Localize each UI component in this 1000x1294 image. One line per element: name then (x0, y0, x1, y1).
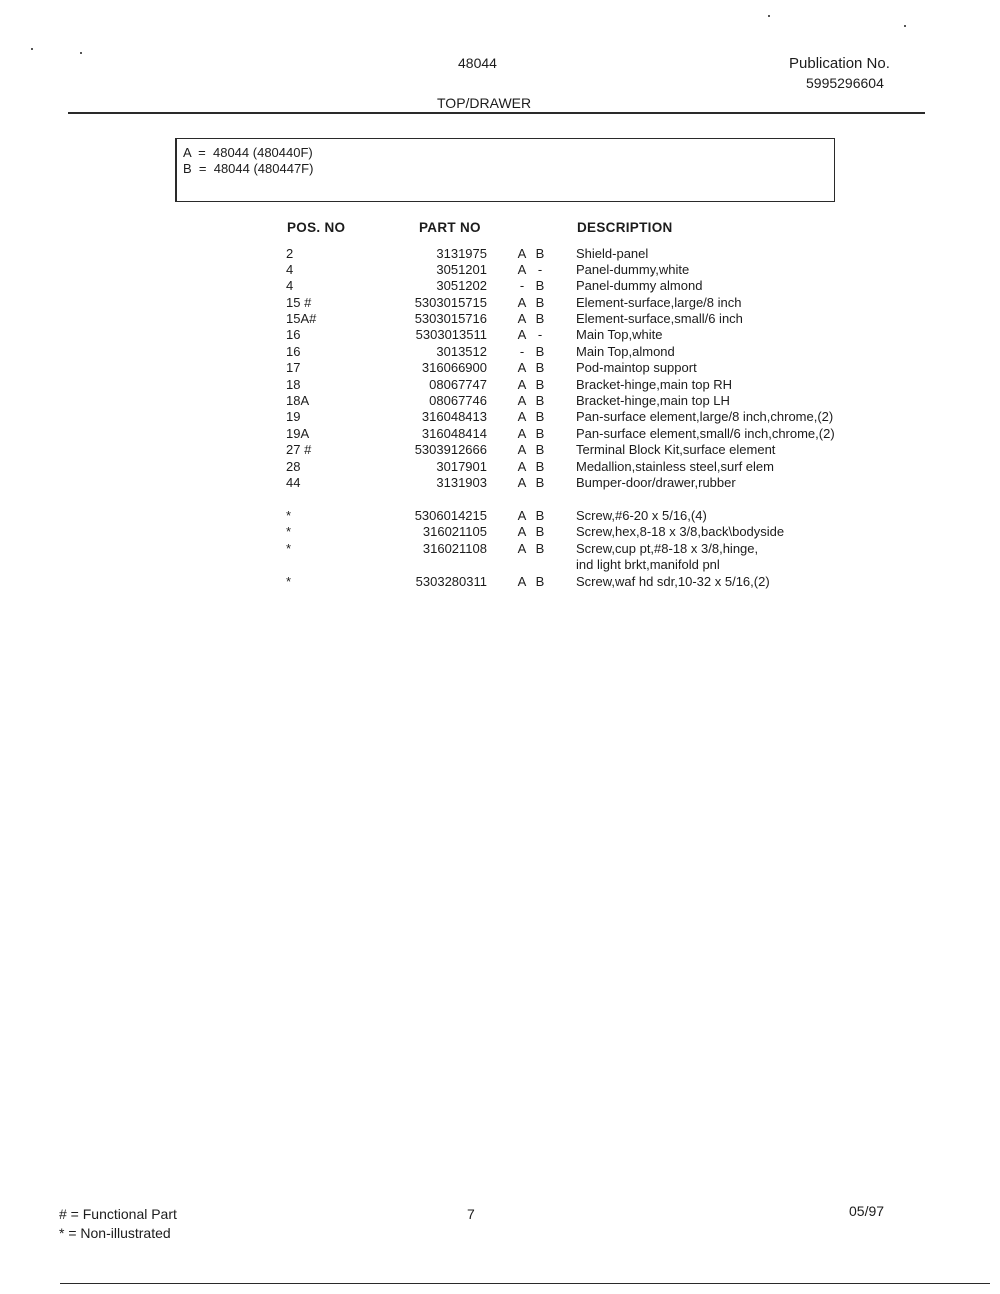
cell-description: Terminal Block Kit,surface element (576, 442, 776, 457)
scan-speck (768, 15, 770, 17)
cell-part-number: 5303912666 (414, 442, 487, 457)
cell-description: Main Top,almond (576, 344, 675, 359)
cell-model-b: B (535, 409, 545, 424)
cell-part-number: 316048414 (421, 426, 487, 441)
cell-pos: 19A (286, 426, 310, 441)
cell-pos: * (286, 541, 292, 556)
cell-part-number: 316048413 (421, 409, 487, 424)
cell-model-a: A (517, 393, 527, 408)
cell-description: Pod-maintop support (576, 360, 697, 375)
table-row (0, 360, 1000, 376)
cell-pos: 15 # (286, 295, 312, 310)
cell-description: Panel-dummy almond (576, 278, 703, 293)
cell-model-a: A (517, 508, 527, 523)
cell-model-b: B (535, 524, 545, 539)
cell-model-b: - (537, 262, 543, 277)
cell-description: Screw,hex,8-18 x 3/8,back\bodyside (576, 524, 785, 539)
cell-description: ind light brkt,manifold pnl (576, 557, 720, 572)
column-header-description: DESCRIPTION (577, 220, 673, 235)
table-row (0, 409, 1000, 425)
note-non-illustrated: * = Non-illustrated (59, 1225, 171, 1241)
table-row (0, 311, 1000, 327)
cell-pos: 2 (286, 246, 294, 261)
cell-pos: 18A (286, 393, 310, 408)
cell-model-a: A (517, 442, 527, 457)
scan-speck (904, 25, 906, 27)
cell-model-a: A (517, 475, 527, 490)
cell-model-a: - (519, 344, 525, 359)
cell-model-a: A (517, 459, 527, 474)
cell-model-a: A (517, 409, 527, 424)
cell-model-a: A (517, 262, 527, 277)
cell-model-b: B (535, 295, 545, 310)
cell-model-b: B (535, 442, 545, 457)
cell-part-number: 3131903 (436, 475, 487, 490)
cell-model-a: A (517, 377, 527, 392)
cell-model-b: B (535, 508, 545, 523)
cell-part-number: 3051202 (436, 278, 487, 293)
table-row (0, 393, 1000, 409)
cell-model-a: A (517, 360, 527, 375)
table-row (0, 475, 1000, 491)
legend-line-a: A = 48044 (480440F) (183, 145, 313, 160)
header-divider (68, 112, 925, 114)
cell-pos: 19 (286, 409, 301, 424)
cell-description: Pan-surface element,small/6 inch,chrome,(2) (576, 426, 835, 441)
cell-model-a: - (519, 278, 525, 293)
cell-model-a: A (517, 541, 527, 556)
cell-description: Screw,cup pt,#8-18 x 3/8,hinge, (576, 541, 759, 556)
table-row (0, 377, 1000, 393)
table-row (0, 574, 1000, 590)
model-number: 48044 (458, 55, 497, 71)
publication-label: Publication No. (789, 55, 890, 72)
cell-pos: 27 # (286, 442, 312, 457)
table-row (0, 557, 1000, 573)
cell-description: Bumper-door/drawer,rubber (576, 475, 736, 490)
cell-description: Pan-surface element,large/8 inch,chrome,(2) (576, 409, 834, 424)
cell-model-b: B (535, 311, 545, 326)
cell-description: Bracket-hinge,main top RH (576, 377, 733, 392)
cell-description: Element-surface,small/6 inch (576, 311, 743, 326)
cell-model-a: A (517, 311, 527, 326)
cell-model-a: A (517, 295, 527, 310)
cell-pos: * (286, 524, 292, 539)
publication-date: 05/97 (849, 1203, 885, 1219)
column-header-part: PART NO (419, 220, 481, 235)
table-row (0, 262, 1000, 278)
cell-part-number: 316021105 (422, 524, 487, 539)
cell-description: Shield-panel (576, 246, 649, 261)
table-row (0, 278, 1000, 294)
scan-speck (31, 48, 33, 50)
cell-model-b: B (535, 360, 545, 375)
cell-description: Medallion,stainless steel,surf elem (576, 459, 774, 474)
cell-part-number: 3017901 (436, 459, 487, 474)
cell-pos: * (286, 508, 292, 523)
cell-pos: 16 (286, 327, 301, 342)
legend-line-b: B = 48044 (480447F) (183, 161, 314, 176)
cell-part-number: 5303015715 (414, 295, 487, 310)
table-row (0, 459, 1000, 475)
cell-part-number: 5303015716 (414, 311, 487, 326)
cell-pos: 18 (286, 377, 301, 392)
cell-part-number: 316066900 (421, 360, 487, 375)
publication-number: 5995296604 (806, 75, 884, 91)
cell-model-b: B (535, 574, 545, 589)
cell-part-number: 08067746 (429, 393, 487, 408)
table-row (0, 327, 1000, 343)
cell-part-number: 5303013511 (415, 327, 487, 342)
column-header-pos: POS. NO (287, 220, 346, 235)
page-number: 7 (467, 1206, 475, 1222)
cell-description: Element-surface,large/8 inch (576, 295, 742, 310)
cell-pos: * (286, 574, 292, 589)
scan-speck (80, 52, 82, 54)
cell-model-b: B (535, 475, 545, 490)
cell-part-number: 08067747 (429, 377, 487, 392)
cell-model-b: B (535, 393, 545, 408)
cell-description: Panel-dummy,white (576, 262, 690, 277)
table-row (0, 344, 1000, 360)
cell-model-b: B (535, 377, 545, 392)
cell-model-a: A (517, 574, 527, 589)
cell-model-b: B (535, 278, 545, 293)
cell-description: Bracket-hinge,main top LH (576, 393, 730, 408)
cell-model-b: B (535, 246, 545, 261)
table-row (0, 442, 1000, 458)
cell-model-a: A (517, 327, 527, 342)
cell-pos: 17 (286, 360, 301, 375)
cell-part-number: 5303280311 (415, 574, 487, 589)
cell-part-number: 3051201 (436, 262, 487, 277)
table-row (0, 246, 1000, 262)
section-title: TOP/DRAWER (437, 95, 532, 111)
cell-model-b: B (535, 426, 545, 441)
cell-part-number: 3013512 (436, 344, 487, 359)
cell-part-number: 5306014215 (414, 508, 487, 523)
cell-model-a: A (517, 246, 527, 261)
footer-divider (60, 1283, 990, 1284)
cell-model-b: B (535, 459, 545, 474)
cell-model-b: B (535, 344, 545, 359)
cell-pos: 28 (286, 459, 301, 474)
cell-model-a: A (517, 426, 527, 441)
cell-pos: 44 (286, 475, 301, 490)
cell-model-a: A (517, 524, 527, 539)
cell-pos: 4 (286, 278, 294, 293)
table-row (0, 426, 1000, 442)
cell-part-number: 3131975 (436, 246, 487, 261)
note-functional-part: # = Functional Part (59, 1206, 177, 1222)
cell-pos: 16 (286, 344, 301, 359)
cell-description: Screw,#6-20 x 5/16,(4) (576, 508, 707, 523)
cell-description: Main Top,white (576, 327, 663, 342)
table-row (0, 295, 1000, 311)
cell-pos: 15A# (286, 311, 317, 326)
table-row (0, 524, 1000, 540)
cell-description: Screw,waf hd sdr,10-32 x 5/16,(2) (576, 574, 770, 589)
cell-model-b: B (535, 541, 545, 556)
table-row (0, 508, 1000, 524)
table-row (0, 541, 1000, 557)
cell-model-b: - (537, 327, 543, 342)
cell-part-number: 316021108 (422, 541, 487, 556)
cell-pos: 4 (286, 262, 294, 277)
